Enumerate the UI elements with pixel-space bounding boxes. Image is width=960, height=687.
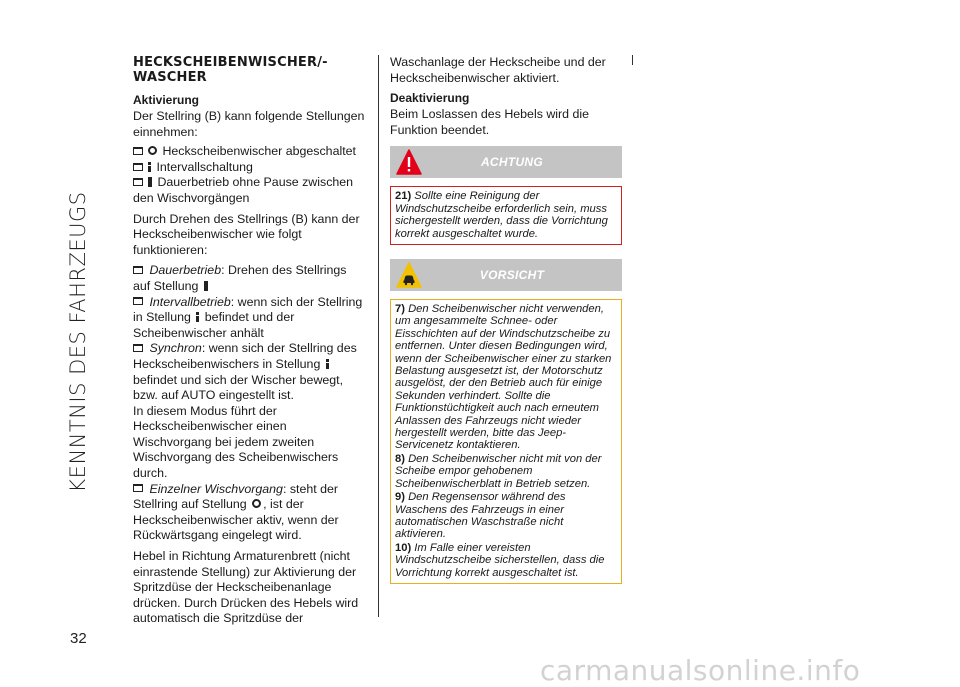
list-item: Dauerbetrieb ohne Pause zwischen den Wischvorgängen bbox=[133, 175, 354, 205]
column-divider bbox=[378, 55, 379, 617]
column-left bbox=[133, 55, 365, 631]
list-item: Intervallschaltung bbox=[133, 160, 365, 176]
deaktivierung-text: Beim Loslassen des Hebels wird die Funktion beendet. bbox=[390, 107, 590, 137]
continued-text: Waschanlage der Heckscheibe und der Heckscheibenwischer aktiviert. bbox=[390, 55, 606, 85]
synchron-mode-text: In diesem Modus führt der Heckscheibenwischer einen Wischvorgang bei jedem zweiten Wischvorgang des Scheibenwischers durch. bbox=[133, 403, 339, 481]
warning-label: ACHTUNG bbox=[480, 155, 544, 170]
intro-text: Der Stellring (B) kann folgende Stellungen einnehmen: bbox=[133, 109, 365, 139]
hebel-text: Hebel in Richtung Armaturenbrett (nicht einrastende Stellung) zur Aktivierung der Spritzdüse der Heckscheibenanlage drücken. Durch Drücken des Hebels wird automatisch die Spritzdüse der bbox=[133, 549, 359, 626]
caution-box bbox=[390, 299, 622, 584]
square-bullet-icon bbox=[133, 484, 143, 492]
list-item: Intervallbetrieb: wenn sich der Stellring in Stellung befindet und der Scheibenwischer anhält bbox=[133, 294, 363, 340]
continuous-symbol-icon bbox=[148, 177, 152, 187]
watermark: carmanualsonline.info bbox=[540, 654, 861, 687]
interval-symbol-icon bbox=[148, 162, 151, 172]
square-bullet-icon bbox=[133, 178, 143, 186]
continuous-symbol-icon bbox=[204, 281, 208, 291]
caution-note: 10) Im Falle einer vereisten Windschutzscheibe sicherstellen, dass die Vorrichtung korrekt ausgeschaltet ist. bbox=[395, 541, 605, 579]
circle-off-icon bbox=[148, 146, 157, 155]
aktivierung-title: Aktivierung bbox=[133, 93, 200, 107]
list-item: Synchron: wenn sich der Stellring des Heckscheibenwischers in Stellung befindet und sich der Wischer bewegt, bzw. auf AUTO eingestellt ist. bbox=[133, 341, 357, 403]
warning-note: 21) Sollte eine Reinigung der Windschutzscheibe erforderlich sein, muss sichergestellt werden, dass die Vorrichtung korrekt ausgeschaltet wurde. bbox=[395, 190, 608, 240]
deaktivierung-title: Deaktivierung bbox=[390, 91, 470, 106]
turn-text: Durch Drehen des Stellrings (B) kann der Heckscheibenwischer wie folgt funktionieren: bbox=[133, 211, 360, 257]
caution-label: VORSICHT bbox=[479, 268, 545, 282]
square-bullet-icon bbox=[133, 266, 143, 274]
interval-symbol-icon bbox=[326, 359, 329, 369]
square-bullet-icon bbox=[133, 163, 143, 171]
caution-note: 8) Den Scheibenwischer nicht mit von der Scheibe empor gehobenem Scheibenwischerblatt in Betrieb setzen. bbox=[395, 452, 602, 490]
column-right bbox=[390, 55, 622, 584]
caution-header bbox=[390, 259, 622, 291]
caution-note: 9) Den Regensensor während des Waschens des Fahrzeugs in einer automatischen Waschstraße nicht aktivieren. bbox=[395, 491, 566, 541]
section-heading: HECKSCHEIBENWISCHER/- WASCHER bbox=[133, 55, 328, 85]
square-bullet-icon bbox=[133, 344, 143, 352]
square-bullet-icon bbox=[133, 297, 143, 305]
caution-note: 7) Den Scheibenwischer nicht verwenden, um angesammelte Schnee- oder Eisschichten auf der Windschutzscheibe zu entfernen. Unter diesen Bedingungen wird, wenn der Scheibenwischer einer zu starken Belastung ausgesetzt ist, der Motorschutz ausgelöst, der den Betrieb auch für einige Sekunden verhindert. Sollte die Funktionstüchtigkeit auch nach erneutem Anlassen des Fahrzeugs nicht wieder hergestellt werden, bitte das Jeep-Servicenetz kontaktieren. bbox=[395, 303, 612, 452]
list-item: Heckscheibenwischer abgeschaltet bbox=[133, 144, 365, 160]
column-divider-right bbox=[632, 55, 633, 65]
circle-off-icon bbox=[252, 499, 261, 508]
list-item: Dauerbetrieb: Drehen des Stellrings auf Stellung bbox=[133, 263, 347, 293]
list-item: Einzelner Wischvorgang: steht der Stellring auf Stellung , ist der Heckscheibenwischer aktiv, wenn der Rückwärtsgang eingelegt wird. bbox=[133, 481, 339, 543]
square-bullet-icon bbox=[133, 147, 143, 155]
page-number: 32 bbox=[70, 630, 87, 647]
warning-box bbox=[390, 186, 622, 245]
interval-symbol-icon bbox=[196, 312, 199, 322]
warning-header bbox=[390, 146, 622, 178]
